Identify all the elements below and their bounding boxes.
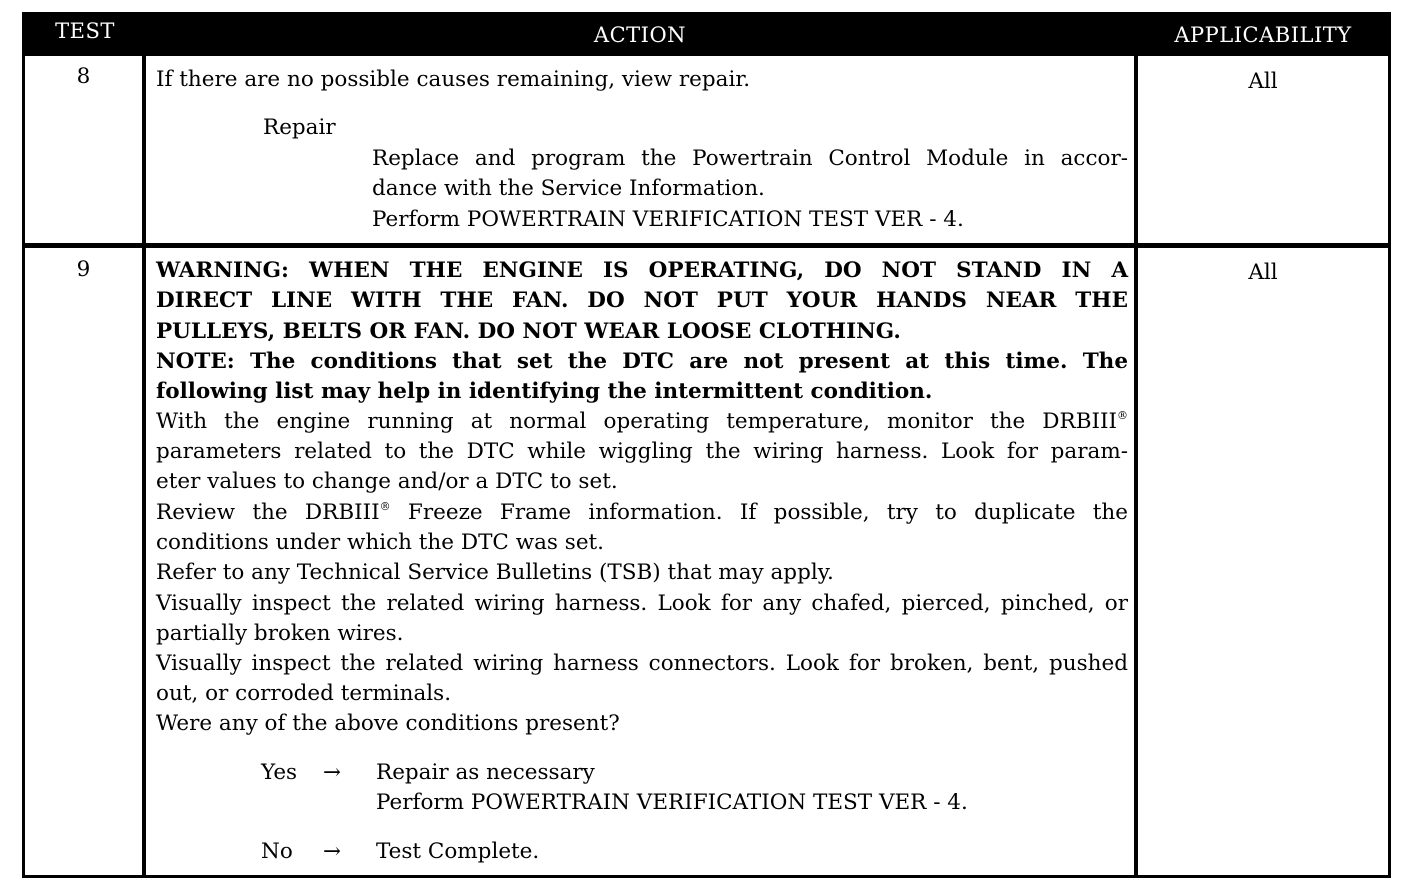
note-text-line: NOTE: The conditions that set the DTC are not present at this time. The [156, 349, 1128, 374]
warning-text-line: PULLEYS, BELTS OR FAN. DO NOT WEAR LOOSE CLOTHING. [156, 319, 901, 344]
instruction-text-line: Review the DRBIII® Freeze Frame information. If possible, try to duplicate the [156, 500, 1128, 525]
header-action: ACTION [593, 23, 687, 47]
table-header [25, 15, 1388, 56]
arrow-right-icon: → [323, 839, 342, 864]
header-test: TEST [55, 19, 115, 43]
yes-action-line: Perform POWERTRAIN VERIFICATION TEST VER - 4. [376, 790, 968, 815]
column-divider-right [1134, 56, 1138, 878]
warning-text-line: DIRECT LINE WITH THE FAN. DO NOT PUT YOUR HANDS NEAR THE [156, 288, 1128, 313]
instruction-text-line: Refer to any Technical Service Bulletins (TSB) that may apply. [156, 560, 834, 585]
note-text-line: following list may help in identifying the intermittent condition. [156, 379, 933, 404]
column-divider-left [142, 56, 146, 878]
instruction-text-line: eter values to change and/or a DTC to set. [156, 469, 618, 494]
instruction-text-line: parameters related to the DTC while wiggling the wiring harness. Look for param- [156, 439, 1128, 464]
registered-mark: ® [379, 500, 391, 513]
yes-action-line: Repair as necessary [376, 760, 595, 785]
instruction-text-line: conditions under which the DTC was set. [156, 530, 605, 555]
instruction-text-line: out, or corroded terminals. [156, 681, 452, 706]
row-divider [25, 243, 1388, 248]
diagnostic-test-table [22, 12, 1391, 878]
instruction-text-line: partially broken wires. [156, 621, 404, 646]
yes-label: Yes [261, 760, 298, 785]
no-action: Test Complete. [376, 839, 540, 864]
header-applicability: APPLICABILITY [1174, 23, 1352, 47]
instruction-text-line: With the engine running at normal operating temperature, monitor the DRBIII® [156, 409, 1128, 434]
action-intro: If there are no possible causes remaining, view repair. [156, 67, 751, 92]
applicability-value: All [1248, 69, 1278, 94]
no-label: No [261, 839, 293, 864]
repair-text-line: Perform POWERTRAIN VERIFICATION TEST VER - 4. [372, 207, 964, 232]
instruction-text-line: Visually inspect the related wiring harness connectors. Look for broken, bent, pushed [156, 651, 1128, 676]
registered-mark: ® [1117, 409, 1128, 422]
test-number: 9 [76, 257, 91, 282]
instruction-text-line: Visually inspect the related wiring harness. Look for any chafed, pierced, pinched, or [156, 591, 1128, 616]
repair-text-line: Replace and program the Powertrain Control Module in accor- [372, 146, 1128, 171]
applicability-value: All [1248, 260, 1278, 285]
warning-text-line: WARNING: WHEN THE ENGINE IS OPERATING, DO NOT STAND IN A [156, 258, 1128, 283]
arrow-right-icon: → [323, 760, 342, 785]
question-text: Were any of the above conditions present? [156, 711, 620, 736]
test-number: 8 [76, 64, 91, 89]
repair-text-line: dance with the Service Information. [372, 176, 765, 201]
repair-label: Repair [263, 115, 336, 140]
